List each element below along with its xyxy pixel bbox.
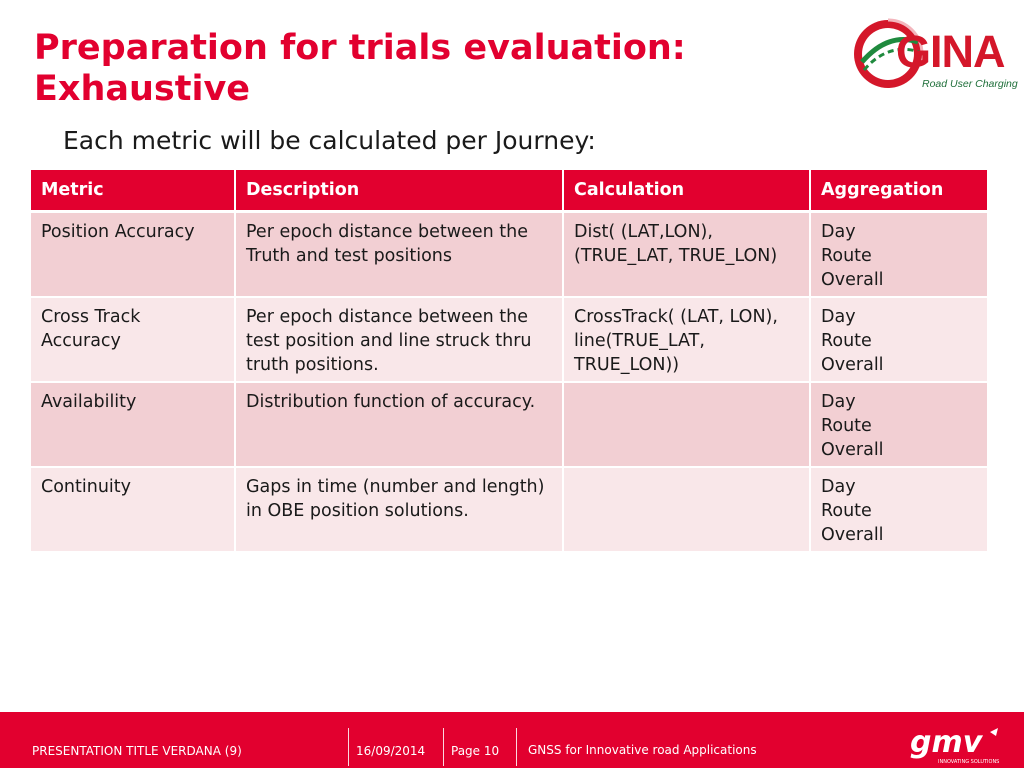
footer-date: 16/09/2014 [356, 744, 426, 758]
aggregation-overall: Overall [821, 270, 884, 290]
aggregation-overall: Overall [821, 440, 884, 460]
header-calculation: Calculation [563, 170, 810, 212]
footer-divider [443, 728, 444, 766]
cell-description: Gaps in time (number and length) in OBE position solutions. [235, 467, 563, 552]
cell-aggregation [810, 212, 987, 298]
cell-description: Per epoch distance between the test position and line struck thru truth positions. [235, 297, 563, 382]
gmv-logo-wordmark: gmv [910, 726, 983, 760]
aggregation-route: Route [821, 246, 872, 266]
slide-title-line-2: Exhaustive [34, 69, 251, 109]
header-aggregation: Aggregation [810, 170, 987, 212]
slide-subtitle: Each metric will be calculated per Journey: [63, 126, 596, 155]
cell-metric: Continuity [31, 467, 235, 552]
table-row [31, 297, 987, 382]
footer-divider [348, 728, 349, 766]
aggregation-overall: Overall [821, 525, 884, 545]
cell-calculation [563, 382, 810, 467]
footer-divider [516, 728, 517, 766]
cell-aggregation [810, 467, 987, 552]
aggregation-day: Day [821, 222, 856, 242]
aggregation-overall: Overall [821, 355, 884, 375]
footer-project-name: GNSS for Innovative road Applications [528, 743, 757, 757]
aggregation-route: Route [821, 501, 872, 521]
slide-title [34, 28, 686, 110]
cell-aggregation [810, 297, 987, 382]
slide-title-line-1: Preparation for trials evaluation: [34, 28, 686, 68]
header-metric: Metric [31, 170, 235, 212]
cell-metric: Position Accuracy [31, 212, 235, 298]
cell-aggregation [810, 382, 987, 467]
aggregation-day: Day [821, 307, 856, 327]
aggregation-route: Route [821, 416, 872, 436]
table-row [31, 382, 987, 467]
cell-calculation [563, 467, 810, 552]
metrics-table [31, 170, 987, 553]
cell-metric: Availability [31, 382, 235, 467]
aggregation-day: Day [821, 392, 856, 412]
footer-page-number: Page 10 [451, 744, 500, 758]
gmv-logo-tagline: INNOVATING SOLUTIONS [938, 759, 1000, 765]
table-header-row [31, 170, 987, 212]
cell-description: Per epoch distance between the Truth and test positions [235, 212, 563, 298]
gina-logo [848, 12, 1020, 92]
cell-description: Distribution function of accuracy. [235, 382, 563, 467]
cell-calculation: Dist( (LAT,LON), (TRUE_LAT, TRUE_LON) [563, 212, 810, 298]
cell-metric: Cross Track Accuracy [31, 297, 235, 382]
gmv-logo [908, 726, 1004, 766]
cell-calculation: CrossTrack( (LAT, LON), line(TRUE_LAT, TRUE_LON)) [563, 297, 810, 382]
aggregation-route: Route [821, 331, 872, 351]
footer-presentation-title: PRESENTATION TITLE VERDANA (9) [32, 744, 242, 758]
gina-logo-text: GINA [896, 26, 1005, 77]
slide-footer [0, 712, 1024, 768]
gina-logo-tagline: Road User Charging [922, 78, 1018, 90]
header-description: Description [235, 170, 563, 212]
gmv-logo-mark-icon [908, 726, 1004, 766]
aggregation-day: Day [821, 477, 856, 497]
table-row [31, 212, 987, 298]
table-row [31, 467, 987, 552]
